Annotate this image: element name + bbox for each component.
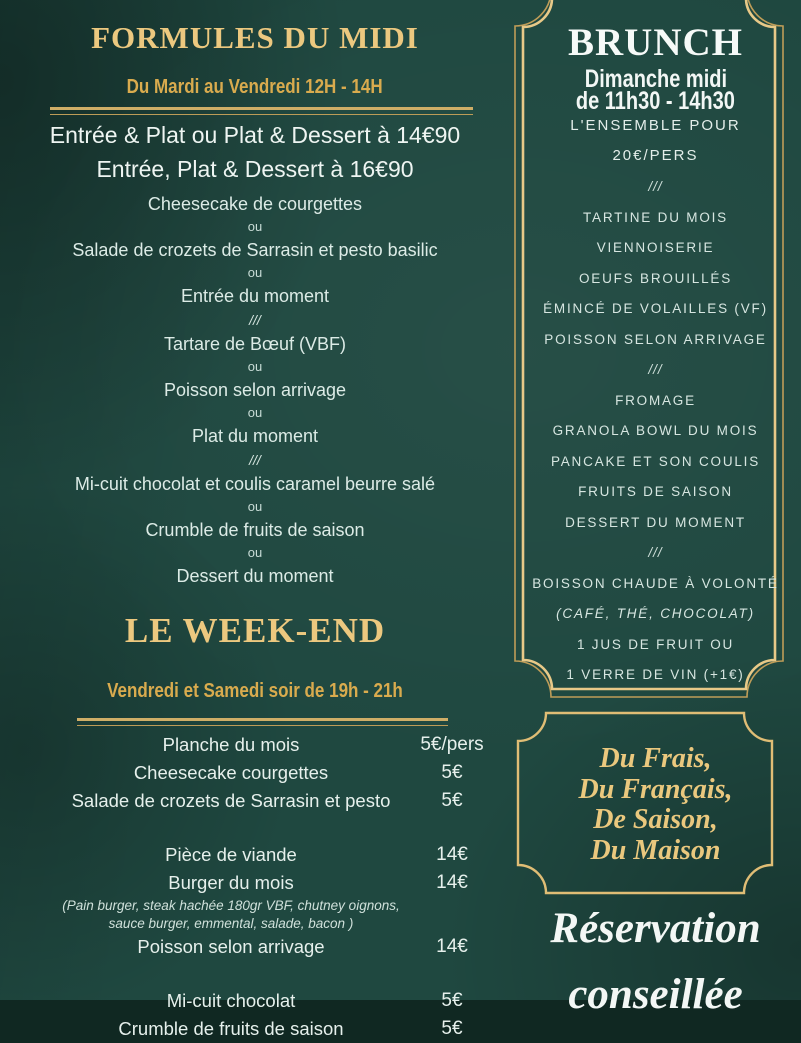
values-box xyxy=(510,744,801,866)
weekend-price-list xyxy=(0,731,510,1043)
item-name: Mi-cuit chocolat xyxy=(166,989,296,1011)
course-divider: /// xyxy=(648,179,663,194)
value-line: Du Maison xyxy=(590,834,721,866)
brunch-schedule-day: Dimanche midi xyxy=(584,65,727,93)
price-row xyxy=(55,933,497,961)
list-gap xyxy=(55,815,497,841)
formules-title: FORMULES DU MIDI xyxy=(91,19,419,55)
menu-item: 1 JUS DE FRUIT OU xyxy=(576,636,735,652)
price-row xyxy=(55,987,497,1015)
item-name: Planche du mois xyxy=(162,733,300,755)
menu-item: 1 VERRE DE VIN (+1€) xyxy=(566,667,745,682)
item-name: Salade de crozets de Sarrasin et pesto xyxy=(71,789,391,811)
brunch-schedule xyxy=(522,87,789,115)
drinks-detail: (CAFÉ, THÉ, CHOCOLAT) xyxy=(556,606,755,621)
brunch-box xyxy=(522,22,789,691)
menu-item: DESSERT DU MOMENT xyxy=(565,514,746,530)
weekend-schedule-text: Vendredi et Samedi soir de 19h - 21h xyxy=(107,679,403,702)
item-separator: ou xyxy=(247,404,263,420)
reservation-line: Réservation xyxy=(550,905,761,952)
menu-item: Dessert du moment xyxy=(176,565,334,586)
formule-offer: Entrée, Plat & Dessert à 16€90 xyxy=(96,155,414,182)
item-price: 5€ xyxy=(441,761,463,783)
formule-offer: Entrée & Plat ou Plat & Dessert à 14€90 xyxy=(49,121,461,148)
value-line: Du Français, xyxy=(578,773,733,805)
item-separator: ou xyxy=(247,544,263,560)
price-row xyxy=(55,759,497,787)
item-name: Burger du mois xyxy=(168,871,294,893)
menu-item: TARTINE DU MOIS xyxy=(582,209,728,225)
reservation-line: conseillée xyxy=(568,971,743,1018)
menu-item: ÉMINCÉ DE VOLAILLES (VF) xyxy=(543,301,768,316)
menu-item: POISSON SELON ARRIVAGE xyxy=(544,331,767,347)
formules-schedule xyxy=(0,76,510,98)
double-rule-divider xyxy=(77,718,448,726)
note-line: (Pain burger, steak hachée 180gr VBF, chutney oignons, xyxy=(62,897,400,913)
formules-item-list xyxy=(0,191,510,589)
double-rule-divider xyxy=(50,107,473,115)
brunch-price: 20€/PERS xyxy=(612,147,699,164)
item-separator: ou xyxy=(247,358,263,374)
item-name: Cheesecake courgettes xyxy=(133,761,329,783)
weekend-schedule xyxy=(0,680,510,702)
menu-item: Poisson selon arrivage xyxy=(163,379,347,400)
price-row xyxy=(55,731,497,759)
item-price: 14€ xyxy=(436,843,468,865)
item-name: Pièce de viande xyxy=(165,843,297,865)
menu-item: Tartare de Bœuf (VBF) xyxy=(163,333,347,354)
item-separator: ou xyxy=(247,498,263,514)
brunch-schedule-hours: de 11h30 - 14h30 xyxy=(575,87,735,115)
course-divider: /// xyxy=(648,545,663,560)
course-divider: /// xyxy=(249,311,261,328)
brunch-tagline: L'ENSEMBLE POUR xyxy=(570,117,741,134)
reservation-notice xyxy=(510,896,801,1028)
menu-item: Mi-cuit chocolat et coulis caramel beurre salé xyxy=(74,473,436,494)
item-price: 5€/pers xyxy=(420,733,484,755)
menu-item: BOISSON CHAUDE À VOLONTÉ xyxy=(532,575,779,591)
item-separator: ou xyxy=(247,264,263,280)
course-divider: /// xyxy=(249,451,261,468)
course-divider: /// xyxy=(648,362,663,377)
menu-item: OEUFS BROUILLÉS xyxy=(578,270,733,286)
item-price: 5€ xyxy=(441,1017,463,1039)
item-price: 5€ xyxy=(441,789,463,811)
menu-item: FROMAGE xyxy=(615,392,696,408)
price-row xyxy=(55,787,497,815)
note-line: sauce burger, emmental, salade, bacon ) xyxy=(108,915,354,931)
brunch-title: BRUNCH xyxy=(567,21,743,64)
menu-item: GRANOLA BOWL DU MOIS xyxy=(552,423,759,438)
value-line: Du Frais, xyxy=(599,743,712,774)
formules-schedule-text: Du Mardi au Vendredi 12H - 14H xyxy=(126,75,384,98)
item-price: 5€ xyxy=(441,989,463,1011)
item-separator: ou xyxy=(247,218,263,234)
menu-item: FRUITS DE SAISON xyxy=(578,484,733,499)
menu-item: Salade de crozets de Sarrasin et pesto basilic xyxy=(72,239,438,260)
brunch-section xyxy=(510,0,801,1018)
price-row xyxy=(55,1015,497,1043)
weekend-title: LE WEEK-END xyxy=(124,610,386,650)
item-name: Poisson selon arrivage xyxy=(137,935,325,957)
menu-item: Entrée du moment xyxy=(180,285,330,306)
menu-item: Cheesecake de courgettes xyxy=(147,193,363,214)
menu-item: PANCAKE ET SON COULIS xyxy=(550,453,761,469)
menu-item: VIENNOISERIE xyxy=(596,240,715,255)
price-row xyxy=(55,869,497,897)
item-name: Crumble de fruits de saison xyxy=(118,1017,344,1039)
item-price: 14€ xyxy=(436,935,468,957)
menu-item: Plat du moment xyxy=(191,425,319,446)
price-row xyxy=(55,841,497,869)
brunch-item-list xyxy=(522,172,789,691)
menu-item: Crumble de fruits de saison xyxy=(145,519,365,540)
list-gap xyxy=(55,961,497,987)
value-line: De Saison, xyxy=(593,804,718,835)
burger-ingredients-note xyxy=(55,897,497,933)
item-price: 14€ xyxy=(436,871,468,893)
